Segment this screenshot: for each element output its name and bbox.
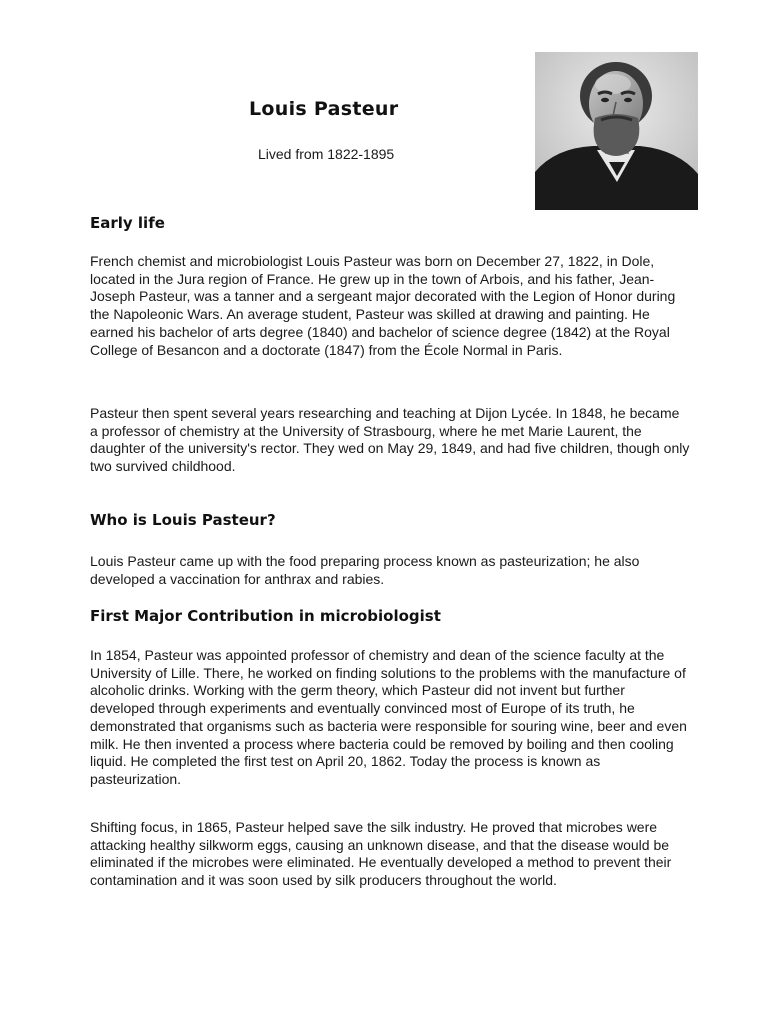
paragraph-first-major-2: Shifting focus, in 1865, Pasteur helped save the silk industry. He proved that microbes were attacking healthy silkworm eggs, causing an unknown disease, and that the disease would be eliminated if the microbes were eliminated. He eventually developed a method to prevent their contamination and it was soon used by silk producers throughout the world. (90, 819, 672, 889)
section-heading-first-major: First Major Contribution in microbiologist (90, 607, 441, 625)
section-heading-who-is: Who is Louis Pasteur? (90, 511, 276, 529)
lifespan-text: Lived from 1822-1895 (258, 146, 395, 162)
paragraph-early-life-2: Pasteur then spent several years researching and teaching at Dijon Lycée. In 1848, he became a professor of chemistry at the University of Strasbourg, where he met Marie Laurent, the daughter of the university's rector. They wed on May 29, 1849, and had five children, though only two survived childhood. (90, 405, 690, 475)
paragraph-who-is-1: Louis Pasteur came up with the food preparing process known as pasteurization; he also developed a vaccination for anthrax and rabies. (90, 553, 640, 587)
page-title: Louis Pasteur (249, 98, 399, 120)
portrait-illustration (535, 52, 698, 210)
paragraph-first-major-1: In 1854, Pasteur was appointed professor of chemistry and dean of the science faculty at the University of Lille. There, he worked on finding solutions to the problems with the manufacture of alcoholic drinks. Working with the germ theory, which Pasteur did not invent but further developed through experiments and eventually convinced most of Europe of its truth, he demonstrated that organisms such as bacteria were responsible for souring wine, beer and even milk. He then invented a process where bacteria could be removed by boiling and then cooling liquid. He completed the first test on April 20, 1862. Today the process is known as pasteurization. (90, 647, 687, 787)
section-heading-early-life: Early life (90, 214, 165, 232)
paragraph-early-life-1: French chemist and microbiologist Louis Pasteur was born on December 27, 1822, in Dole, located in the Jura region of France. He grew up in the town of Arbois, and his father, Jean-Joseph Pasteur, was a tanner and a sergeant major decorated with the Legion of Honor during the Napoleonic Wars. An average student, Pasteur was skilled at drawing and painting. He earned his bachelor of arts degree (1840) and bachelor of science degree (1842) at the Royal College of Besancon and a doctorate (1847) from the École Normal in Paris. (90, 253, 676, 358)
portrait-photo (535, 52, 698, 210)
